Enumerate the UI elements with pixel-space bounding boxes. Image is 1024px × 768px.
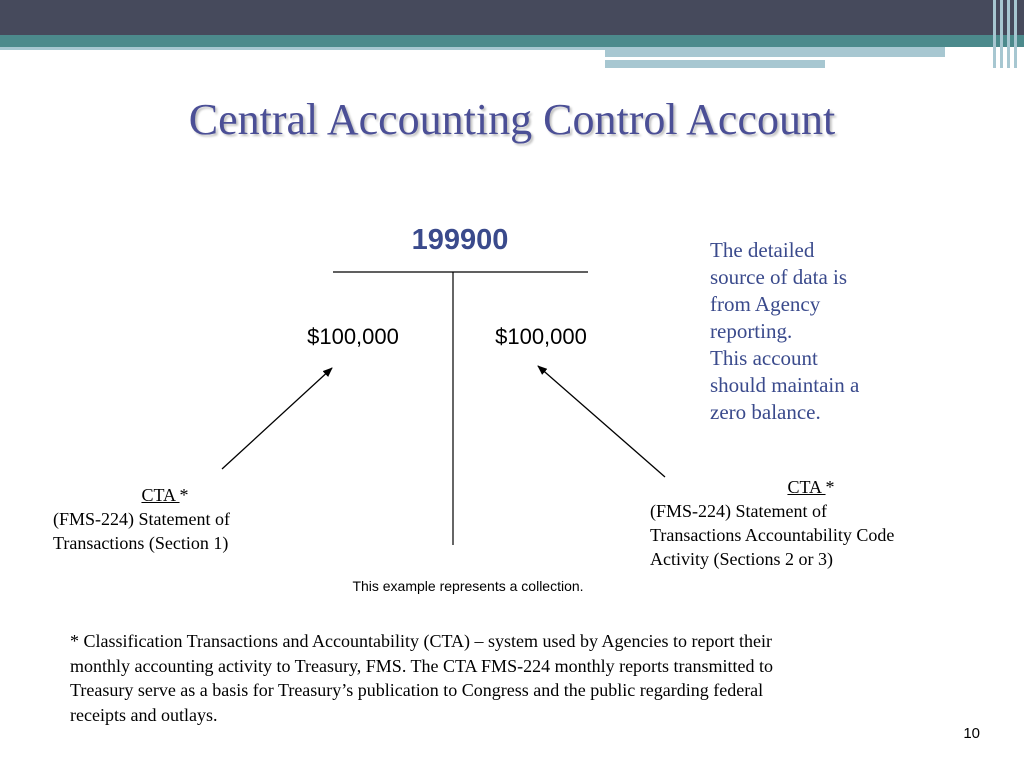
asterisk: * [825,477,835,497]
side-note-line: This account [710,346,818,370]
footnote [70,629,950,727]
side-note-line: The detailed [710,238,815,262]
side-note-line: zero balance. [710,400,821,424]
cta-left-block [40,483,290,555]
slide-title: Central Accounting Control Account [188,95,836,144]
footnote-line: receipts and outlays. [70,704,218,725]
arrow-left [222,368,332,469]
side-note-line: should maintain a [710,373,860,397]
cta-right-line: Activity (Sections 2 or 3) [650,549,833,569]
example-note: This example represents a collection. [352,578,584,594]
footnote-line: * Classification Transactions and Accountability (CTA) – system used by Agencies to report their [70,631,772,651]
cta-left-line: (FMS-224) Statement of [53,509,230,529]
cta-right-title [650,475,972,499]
arrow-right [538,366,665,477]
side-note-line: from Agency [710,292,821,316]
asterisk: * [179,485,189,505]
side-note-line: source of data is [710,265,848,289]
cta-left-line: Transactions (Section 1) [53,533,229,553]
cta-right-line: Transactions Accountability Code [650,525,895,545]
cta-right-block [650,475,970,571]
cta-abbreviation: CTA [141,485,180,505]
account-number: 199900 [411,224,509,256]
cta-abbreviation: CTA [787,477,826,497]
cta-left-title [40,483,290,507]
side-note [710,237,910,426]
side-note-line: reporting. [710,319,793,343]
footnote-line: Treasury serve as a basis for Treasury’s publication to Congress and the public regarding federal [70,680,764,700]
credit-amount: $100,000 [495,324,587,349]
page-number: 10 [963,725,980,742]
debit-amount: $100,000 [307,324,399,349]
cta-right-line: (FMS-224) Statement of [650,501,827,521]
footnote-line: monthly accounting activity to Treasury, FMS. The CTA FMS-224 monthly reports transmitted to [70,655,774,676]
